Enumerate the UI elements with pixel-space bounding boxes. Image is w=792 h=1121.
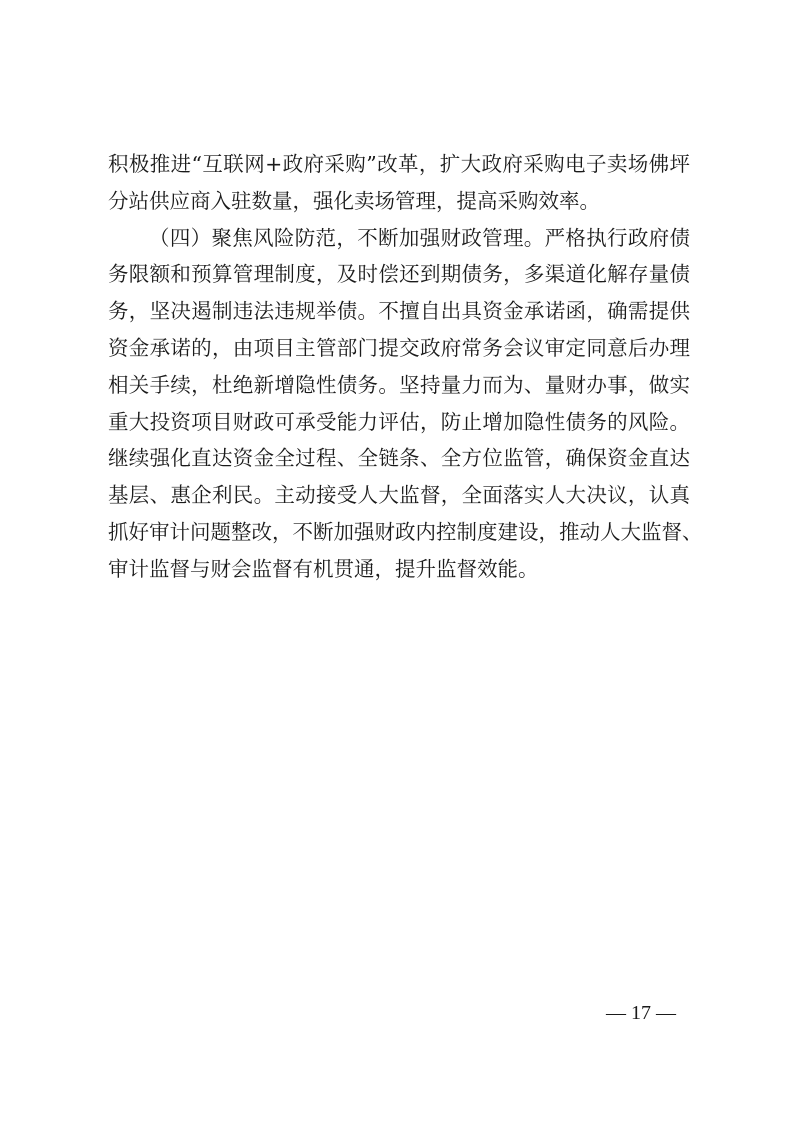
text-line-1: 积极推进“互联网+政府采购”改革，扩大政府采购电子卖场佛坪: [108, 152, 690, 176]
text-line-9: 继续强化直达资金全过程、全链条、全方位监管，确保资金直达: [108, 446, 690, 471]
text-line-6: 资金承诺的，由项目主管部门提交政府常务会议审定同意后办理: [108, 335, 690, 360]
text-line-4: 务限额和预算管理制度，及时偿还到期债务，多渠道化解存量债: [108, 262, 690, 287]
text-line-11: 抓好审计问题整改，不断加强财政内控制度建设，推动人大监督、: [108, 519, 703, 544]
text-line-5: 务，坚决遏制违法违规举债。不擅自出具资金承诺函，确需提供: [108, 299, 690, 324]
text-line-2: 分站供应商入驻数量，强化卖场管理，提高采购效率。: [108, 188, 600, 213]
text-line-7: 相关手续，杜绝新增隐性债务。坚持量力而为、量财办事，做实: [108, 372, 690, 397]
page-number: — 17 —: [606, 1002, 676, 1024]
section-heading-line: （四）聚焦风险防范，不断加强财政管理。严格执行政府债: [149, 225, 690, 250]
text-line-12: 审计监督与财会监督有机贯通，提升监督效能。: [108, 556, 539, 581]
body-text: [108, 146, 703, 588]
text-line-10: 基层、惠企利民。主动接受人大监督，全面落实人大决议，认真: [108, 483, 690, 508]
text-line-8: 重大投资项目财政可承受能力评估，防止增加隐性债务的风险。: [108, 409, 690, 434]
